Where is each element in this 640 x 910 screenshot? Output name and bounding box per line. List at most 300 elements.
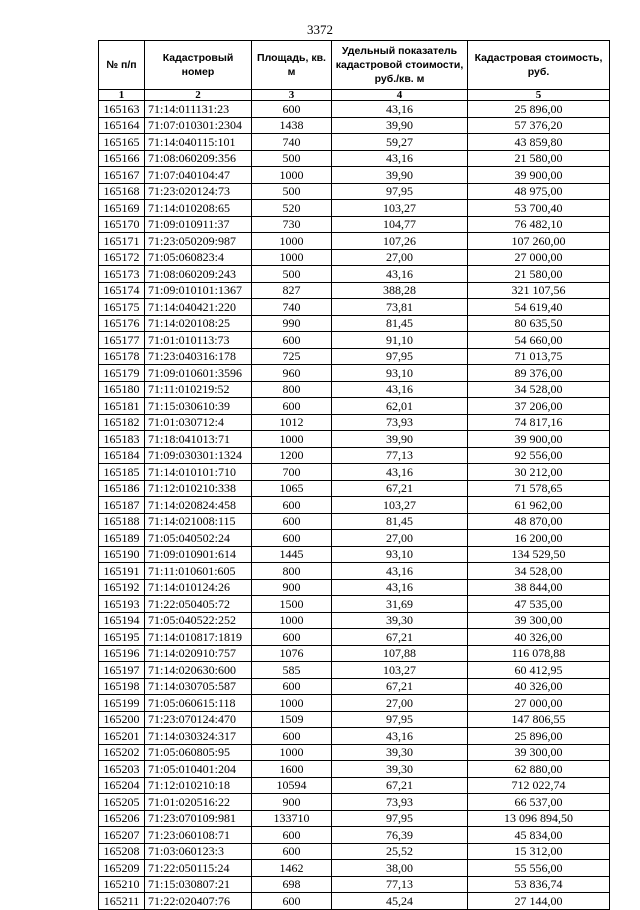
cell-index: 165184 xyxy=(99,447,145,464)
cell-cadastral-cost: 25 896,00 xyxy=(468,101,610,118)
cell-cadastral-number: 71:14:020824:458 xyxy=(145,497,252,514)
cell-area: 1600 xyxy=(252,761,332,778)
table-row xyxy=(99,414,610,431)
cell-index: 165193 xyxy=(99,596,145,613)
cell-cadastral-number: 71:22:050115:24 xyxy=(145,860,252,877)
cell-cadastral-number: 71:09:010601:3596 xyxy=(145,365,252,382)
cell-unit-value: 25,52 xyxy=(332,843,468,860)
cell-cadastral-number: 71:05:060823:4 xyxy=(145,249,252,266)
cell-cadastral-cost: 147 806,55 xyxy=(468,711,610,728)
cell-index: 165182 xyxy=(99,414,145,431)
cell-index: 165188 xyxy=(99,513,145,530)
table-row xyxy=(99,843,610,860)
cell-index: 165192 xyxy=(99,579,145,596)
cell-unit-value: 39,30 xyxy=(332,744,468,761)
table-row xyxy=(99,596,610,613)
cell-area: 585 xyxy=(252,662,332,679)
cell-index: 165195 xyxy=(99,629,145,646)
table-row xyxy=(99,579,610,596)
cell-cadastral-cost: 34 528,00 xyxy=(468,563,610,580)
cell-cadastral-cost: 27 000,00 xyxy=(468,249,610,266)
table-row xyxy=(99,893,610,910)
cell-unit-value: 43,16 xyxy=(332,266,468,283)
cell-cadastral-number: 71:09:030301:1324 xyxy=(145,447,252,464)
cell-cadastral-number: 71:03:060123:3 xyxy=(145,843,252,860)
cell-area: 900 xyxy=(252,579,332,596)
cell-cadastral-number: 71:11:010219:52 xyxy=(145,381,252,398)
cell-cadastral-number: 71:23:070124:470 xyxy=(145,711,252,728)
cell-unit-value: 43,16 xyxy=(332,150,468,167)
cell-cadastral-cost: 48 870,00 xyxy=(468,513,610,530)
cell-area: 900 xyxy=(252,794,332,811)
cell-cadastral-number: 71:09:010901:614 xyxy=(145,546,252,563)
column-number: 1 xyxy=(99,90,145,101)
column-number: 2 xyxy=(145,90,252,101)
cell-area: 1012 xyxy=(252,414,332,431)
cell-unit-value: 67,21 xyxy=(332,629,468,646)
table-row xyxy=(99,728,610,745)
cell-index: 165197 xyxy=(99,662,145,679)
cell-cadastral-cost: 53 700,40 xyxy=(468,200,610,217)
cell-cadastral-number: 71:14:040421:220 xyxy=(145,299,252,316)
cell-cadastral-cost: 134 529,50 xyxy=(468,546,610,563)
cell-index: 165204 xyxy=(99,777,145,794)
cell-area: 600 xyxy=(252,497,332,514)
cell-unit-value: 43,16 xyxy=(332,728,468,745)
cell-cadastral-cost: 27 000,00 xyxy=(468,695,610,712)
column-number: 5 xyxy=(468,90,610,101)
cell-cadastral-number: 71:14:011131:23 xyxy=(145,101,252,118)
cell-unit-value: 107,26 xyxy=(332,233,468,250)
cell-unit-value: 39,90 xyxy=(332,431,468,448)
cell-cadastral-cost: 92 556,00 xyxy=(468,447,610,464)
cell-cadastral-number: 71:23:060108:71 xyxy=(145,827,252,844)
cell-unit-value: 104,77 xyxy=(332,216,468,233)
cell-cadastral-number: 71:01:020516:22 xyxy=(145,794,252,811)
cell-cadastral-cost: 39 300,00 xyxy=(468,744,610,761)
cell-area: 725 xyxy=(252,348,332,365)
table-row xyxy=(99,530,610,547)
cell-area: 500 xyxy=(252,266,332,283)
cell-index: 165173 xyxy=(99,266,145,283)
cell-index: 165206 xyxy=(99,810,145,827)
cell-index: 165203 xyxy=(99,761,145,778)
cell-area: 1000 xyxy=(252,612,332,629)
cell-cadastral-cost: 16 200,00 xyxy=(468,530,610,547)
cell-index: 165194 xyxy=(99,612,145,629)
table-row xyxy=(99,612,610,629)
cell-cadastral-number: 71:18:041013:71 xyxy=(145,431,252,448)
cell-unit-value: 81,45 xyxy=(332,315,468,332)
header-index: № п/п xyxy=(99,41,145,90)
cell-area: 740 xyxy=(252,134,332,151)
table-row xyxy=(99,563,610,580)
table-row xyxy=(99,497,610,514)
cell-area: 600 xyxy=(252,530,332,547)
cell-index: 165209 xyxy=(99,860,145,877)
cell-unit-value: 93,10 xyxy=(332,365,468,382)
cell-area: 600 xyxy=(252,678,332,695)
header-cadastral-cost: Кадастровая стоимость, руб. xyxy=(468,41,610,90)
cell-index: 165181 xyxy=(99,398,145,415)
table-body xyxy=(99,101,610,910)
cell-cadastral-cost: 48 975,00 xyxy=(468,183,610,200)
cell-cadastral-number: 71:22:020407:76 xyxy=(145,893,252,910)
cell-index: 165207 xyxy=(99,827,145,844)
cell-area: 133710 xyxy=(252,810,332,827)
cell-index: 165198 xyxy=(99,678,145,695)
cell-area: 500 xyxy=(252,150,332,167)
cell-unit-value: 67,21 xyxy=(332,678,468,695)
cell-cadastral-number: 71:05:040502:24 xyxy=(145,530,252,547)
cell-area: 1000 xyxy=(252,695,332,712)
cell-unit-value: 97,95 xyxy=(332,348,468,365)
cell-cadastral-number: 71:14:040115:101 xyxy=(145,134,252,151)
cell-index: 165178 xyxy=(99,348,145,365)
cell-unit-value: 77,13 xyxy=(332,447,468,464)
table-row xyxy=(99,662,610,679)
cell-area: 800 xyxy=(252,563,332,580)
cell-index: 165175 xyxy=(99,299,145,316)
table-row xyxy=(99,629,610,646)
cell-index: 165196 xyxy=(99,645,145,662)
table-row xyxy=(99,447,610,464)
cell-cadastral-cost: 80 635,50 xyxy=(468,315,610,332)
cell-cadastral-cost: 712 022,74 xyxy=(468,777,610,794)
cell-index: 165164 xyxy=(99,117,145,134)
cell-unit-value: 81,45 xyxy=(332,513,468,530)
cell-area: 1500 xyxy=(252,596,332,613)
cell-area: 1438 xyxy=(252,117,332,134)
cell-area: 740 xyxy=(252,299,332,316)
cell-index: 165205 xyxy=(99,794,145,811)
cell-cadastral-cost: 321 107,56 xyxy=(468,282,610,299)
cell-unit-value: 59,27 xyxy=(332,134,468,151)
cell-area: 1000 xyxy=(252,167,332,184)
cell-index: 165208 xyxy=(99,843,145,860)
cell-cadastral-number: 71:23:050209:987 xyxy=(145,233,252,250)
cell-unit-value: 43,16 xyxy=(332,579,468,596)
cell-cadastral-cost: 37 206,00 xyxy=(468,398,610,415)
cell-cadastral-cost: 71 013,75 xyxy=(468,348,610,365)
table-row xyxy=(99,233,610,250)
cadastral-value-table xyxy=(98,40,610,910)
cell-cadastral-cost: 39 300,00 xyxy=(468,612,610,629)
table-row xyxy=(99,101,610,118)
column-number: 3 xyxy=(252,90,332,101)
column-number: 4 xyxy=(332,90,468,101)
table-row xyxy=(99,315,610,332)
cell-unit-value: 39,90 xyxy=(332,117,468,134)
cell-cadastral-number: 71:14:010817:1819 xyxy=(145,629,252,646)
table-row xyxy=(99,810,610,827)
cell-cadastral-number: 71:07:040104:47 xyxy=(145,167,252,184)
cell-cadastral-number: 71:14:010208:65 xyxy=(145,200,252,217)
cell-cadastral-number: 71:08:060209:243 xyxy=(145,266,252,283)
cell-unit-value: 39,30 xyxy=(332,761,468,778)
table-row xyxy=(99,695,610,712)
table-row xyxy=(99,678,610,695)
table-row xyxy=(99,777,610,794)
cell-unit-value: 27,00 xyxy=(332,530,468,547)
cell-index: 165185 xyxy=(99,464,145,481)
table-row xyxy=(99,744,610,761)
cell-area: 600 xyxy=(252,843,332,860)
cell-index: 165177 xyxy=(99,332,145,349)
table-row xyxy=(99,117,610,134)
cell-area: 10594 xyxy=(252,777,332,794)
cell-area: 600 xyxy=(252,513,332,530)
table-row xyxy=(99,134,610,151)
cell-cadastral-number: 71:14:020910:757 xyxy=(145,645,252,662)
cell-cadastral-cost: 47 535,00 xyxy=(468,596,610,613)
page-number: 3372 xyxy=(307,22,333,37)
cell-cadastral-cost: 38 844,00 xyxy=(468,579,610,596)
cell-area: 520 xyxy=(252,200,332,217)
cell-unit-value: 93,10 xyxy=(332,546,468,563)
table-row xyxy=(99,398,610,415)
cell-cadastral-number: 71:01:010113:73 xyxy=(145,332,252,349)
cell-unit-value: 103,27 xyxy=(332,200,468,217)
cell-index: 165180 xyxy=(99,381,145,398)
cell-index: 165199 xyxy=(99,695,145,712)
cell-cadastral-cost: 54 619,40 xyxy=(468,299,610,316)
cell-area: 600 xyxy=(252,629,332,646)
cell-cadastral-cost: 27 144,00 xyxy=(468,893,610,910)
table-row xyxy=(99,299,610,316)
cell-cadastral-cost: 25 896,00 xyxy=(468,728,610,745)
cell-cadastral-cost: 60 412,95 xyxy=(468,662,610,679)
cell-cadastral-number: 71:01:030712:4 xyxy=(145,414,252,431)
cell-area: 500 xyxy=(252,183,332,200)
table-row xyxy=(99,249,610,266)
cell-index: 165172 xyxy=(99,249,145,266)
table-row xyxy=(99,431,610,448)
cell-area: 1000 xyxy=(252,249,332,266)
cell-index: 165170 xyxy=(99,216,145,233)
cell-index: 165202 xyxy=(99,744,145,761)
cell-area: 827 xyxy=(252,282,332,299)
cell-unit-value: 97,95 xyxy=(332,810,468,827)
cell-area: 600 xyxy=(252,728,332,745)
cell-cadastral-number: 71:23:070109:981 xyxy=(145,810,252,827)
cell-unit-value: 45,24 xyxy=(332,893,468,910)
table-row xyxy=(99,464,610,481)
cell-index: 165163 xyxy=(99,101,145,118)
cell-index: 165166 xyxy=(99,150,145,167)
cell-index: 165165 xyxy=(99,134,145,151)
table-row xyxy=(99,365,610,382)
cell-cadastral-cost: 15 312,00 xyxy=(468,843,610,860)
cell-unit-value: 91,10 xyxy=(332,332,468,349)
table-row xyxy=(99,381,610,398)
cell-cadastral-number: 71:14:020630:600 xyxy=(145,662,252,679)
cell-area: 1000 xyxy=(252,744,332,761)
cell-unit-value: 43,16 xyxy=(332,563,468,580)
cell-area: 1076 xyxy=(252,645,332,662)
cell-cadastral-cost: 54 660,00 xyxy=(468,332,610,349)
cell-cadastral-number: 71:23:040316:178 xyxy=(145,348,252,365)
cell-cadastral-number: 71:12:010210:338 xyxy=(145,480,252,497)
cell-cadastral-number: 71:12:010210:18 xyxy=(145,777,252,794)
cell-cadastral-number: 71:08:060209:356 xyxy=(145,150,252,167)
table-row xyxy=(99,794,610,811)
cell-area: 700 xyxy=(252,464,332,481)
cell-index: 165210 xyxy=(99,876,145,893)
cell-cadastral-cost: 71 578,65 xyxy=(468,480,610,497)
header-unit-value: Удельный показатель кадастровой стоимости, руб./кв. м xyxy=(332,41,468,90)
cell-cadastral-cost: 57 376,20 xyxy=(468,117,610,134)
table-row xyxy=(99,645,610,662)
cell-index: 165169 xyxy=(99,200,145,217)
cell-unit-value: 103,27 xyxy=(332,662,468,679)
cell-area: 1462 xyxy=(252,860,332,877)
cell-index: 165183 xyxy=(99,431,145,448)
table-row xyxy=(99,167,610,184)
cell-cadastral-number: 71:14:030705:587 xyxy=(145,678,252,695)
cell-index: 165168 xyxy=(99,183,145,200)
cell-unit-value: 97,95 xyxy=(332,711,468,728)
cell-cadastral-cost: 66 537,00 xyxy=(468,794,610,811)
cell-unit-value: 97,95 xyxy=(332,183,468,200)
cell-unit-value: 67,21 xyxy=(332,480,468,497)
cell-cadastral-number: 71:05:010401:204 xyxy=(145,761,252,778)
cell-cadastral-cost: 45 834,00 xyxy=(468,827,610,844)
cell-cadastral-cost: 62 880,00 xyxy=(468,761,610,778)
cell-unit-value: 43,16 xyxy=(332,101,468,118)
table-row xyxy=(99,860,610,877)
cell-cadastral-cost: 40 326,00 xyxy=(468,678,610,695)
cell-unit-value: 76,39 xyxy=(332,827,468,844)
cell-cadastral-number: 71:23:020124:73 xyxy=(145,183,252,200)
cell-cadastral-cost: 40 326,00 xyxy=(468,629,610,646)
table-row xyxy=(99,216,610,233)
cell-cadastral-number: 71:14:021008:115 xyxy=(145,513,252,530)
cell-index: 165200 xyxy=(99,711,145,728)
table-row xyxy=(99,183,610,200)
cell-unit-value: 77,13 xyxy=(332,876,468,893)
cell-cadastral-cost: 89 376,00 xyxy=(468,365,610,382)
cell-unit-value: 39,90 xyxy=(332,167,468,184)
table-row xyxy=(99,150,610,167)
cell-unit-value: 62,01 xyxy=(332,398,468,415)
cell-cadastral-cost: 61 962,00 xyxy=(468,497,610,514)
cell-unit-value: 107,88 xyxy=(332,645,468,662)
cell-unit-value: 39,30 xyxy=(332,612,468,629)
header-cadastral-number: Кадастровый номер xyxy=(145,41,252,90)
cell-cadastral-cost: 107 260,00 xyxy=(468,233,610,250)
cell-cadastral-cost: 55 556,00 xyxy=(468,860,610,877)
cell-area: 1445 xyxy=(252,546,332,563)
cell-cadastral-cost: 30 212,00 xyxy=(468,464,610,481)
table-row xyxy=(99,876,610,893)
cell-cadastral-cost: 39 900,00 xyxy=(468,167,610,184)
cell-area: 800 xyxy=(252,381,332,398)
cell-area: 990 xyxy=(252,315,332,332)
cell-unit-value: 31,69 xyxy=(332,596,468,613)
cell-area: 1200 xyxy=(252,447,332,464)
cell-cadastral-cost: 13 096 894,50 xyxy=(468,810,610,827)
cell-cadastral-number: 71:14:030324:317 xyxy=(145,728,252,745)
cell-cadastral-number: 71:05:040522:252 xyxy=(145,612,252,629)
cell-cadastral-cost: 76 482,10 xyxy=(468,216,610,233)
cell-index: 165187 xyxy=(99,497,145,514)
cell-cadastral-number: 71:14:020108:25 xyxy=(145,315,252,332)
cell-index: 165174 xyxy=(99,282,145,299)
cell-cadastral-number: 71:22:050405:72 xyxy=(145,596,252,613)
cell-cadastral-number: 71:05:060805:95 xyxy=(145,744,252,761)
cell-cadastral-number: 71:15:030807:21 xyxy=(145,876,252,893)
column-number-row xyxy=(99,90,610,101)
cell-area: 600 xyxy=(252,827,332,844)
cell-cadastral-cost: 21 580,00 xyxy=(468,150,610,167)
header-row xyxy=(99,41,610,90)
cell-unit-value: 67,21 xyxy=(332,777,468,794)
cell-cadastral-cost: 53 836,74 xyxy=(468,876,610,893)
table-row xyxy=(99,711,610,728)
cell-cadastral-cost: 21 580,00 xyxy=(468,266,610,283)
cell-cadastral-number: 71:09:010101:1367 xyxy=(145,282,252,299)
cell-index: 165179 xyxy=(99,365,145,382)
cell-cadastral-cost: 116 078,88 xyxy=(468,645,610,662)
cell-area: 1065 xyxy=(252,480,332,497)
cell-cadastral-number: 71:14:010101:710 xyxy=(145,464,252,481)
table-row xyxy=(99,546,610,563)
cell-unit-value: 38,00 xyxy=(332,860,468,877)
cell-index: 165171 xyxy=(99,233,145,250)
cell-unit-value: 73,81 xyxy=(332,299,468,316)
cell-area: 600 xyxy=(252,101,332,118)
cell-cadastral-number: 71:15:030610:39 xyxy=(145,398,252,415)
cell-unit-value: 43,16 xyxy=(332,381,468,398)
table-row xyxy=(99,200,610,217)
cell-cadastral-number: 71:14:010124:26 xyxy=(145,579,252,596)
cell-index: 165176 xyxy=(99,315,145,332)
cell-unit-value: 388,28 xyxy=(332,282,468,299)
cell-area: 730 xyxy=(252,216,332,233)
table-row xyxy=(99,827,610,844)
cell-index: 165190 xyxy=(99,546,145,563)
cell-unit-value: 43,16 xyxy=(332,464,468,481)
table-row xyxy=(99,282,610,299)
cell-unit-value: 27,00 xyxy=(332,695,468,712)
table-row xyxy=(99,348,610,365)
table-row xyxy=(99,480,610,497)
cell-cadastral-number: 71:11:010601:605 xyxy=(145,563,252,580)
cell-index: 165189 xyxy=(99,530,145,547)
cell-cadastral-number: 71:09:010911:37 xyxy=(145,216,252,233)
cell-cadastral-cost: 34 528,00 xyxy=(468,381,610,398)
cell-area: 698 xyxy=(252,876,332,893)
table-row xyxy=(99,513,610,530)
cell-area: 600 xyxy=(252,893,332,910)
table-row xyxy=(99,761,610,778)
cell-cadastral-cost: 39 900,00 xyxy=(468,431,610,448)
cell-cadastral-cost: 43 859,80 xyxy=(468,134,610,151)
cell-index: 165211 xyxy=(99,893,145,910)
cell-area: 600 xyxy=(252,398,332,415)
cell-cadastral-number: 71:05:060615:118 xyxy=(145,695,252,712)
cell-unit-value: 73,93 xyxy=(332,414,468,431)
cell-area: 1000 xyxy=(252,431,332,448)
cell-unit-value: 73,93 xyxy=(332,794,468,811)
cell-area: 1000 xyxy=(252,233,332,250)
cell-index: 165167 xyxy=(99,167,145,184)
cell-area: 960 xyxy=(252,365,332,382)
cell-cadastral-number: 71:07:010301:2304 xyxy=(145,117,252,134)
cell-index: 165186 xyxy=(99,480,145,497)
table-row xyxy=(99,332,610,349)
